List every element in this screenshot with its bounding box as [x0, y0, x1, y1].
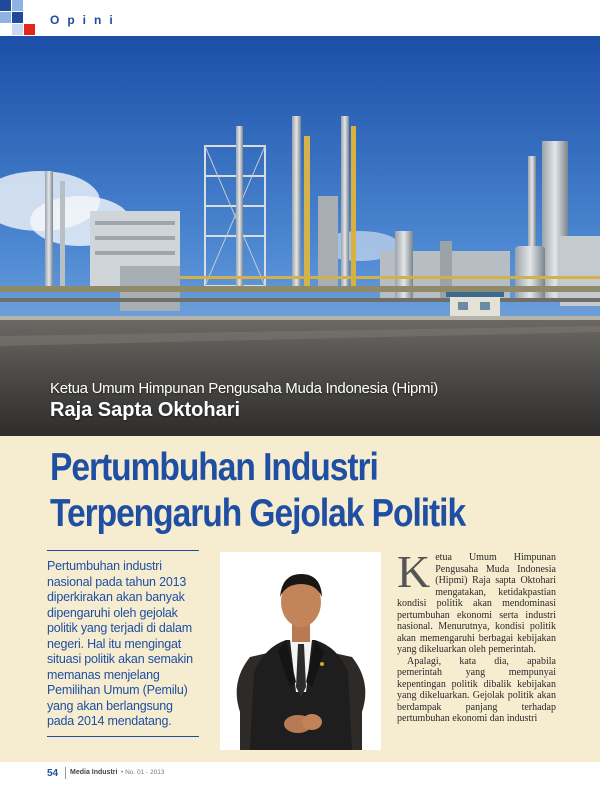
pull-quote: [47, 550, 199, 737]
hero-caption: [50, 380, 438, 422]
article-headline: [50, 445, 514, 537]
headline-line-2: Terpengaruh Gejolak Politik: [50, 492, 466, 535]
person-title: Ketua Umum Himpunan Pengusaha Muda Indonesia (Hipmi): [50, 380, 438, 397]
person-name: Raja Sapta Oktohari: [50, 399, 241, 421]
page-number: 54: [47, 768, 59, 779]
page-footer: [0, 762, 600, 786]
article-paragraph-2: Apalagi, kata dia, apabila pemerintah yang mempunyai kepentingan politik dibalik kebijakan yang dikeluarkan. Gejolak politik akan berdampak panjang terhadap pertumbuhan ekonomi dan industri: [397, 655, 556, 724]
hero-photo-refinery: [0, 36, 600, 436]
issue-number: • No. 01 - 2013: [121, 769, 165, 776]
section-label: Opini: [50, 13, 121, 27]
footer-divider: [65, 767, 66, 779]
portrait-photo: [220, 552, 381, 750]
article-text: [397, 546, 556, 725]
headline-line-1: Pertumbuhan Industri: [50, 446, 378, 489]
pull-quote-text: Pertumbuhan industri nasional pada tahun 2013 diperkirakan akan banyak dipengaruhi oleh gejolak politik yang terjadi di dalam negeri. Hal itu mengingat situasi politik akan semakin memanas menjelang Pemilihan Umum (Pemilu) yang akan berlangsung pada 2014 mendatang.: [47, 559, 193, 728]
drop-cap: K: [397, 546, 431, 597]
publication-name: Media Industri: [70, 769, 118, 776]
article-paragraph-1: Ketua Umum Himpunan Pengusaha Muda Indonesia (Hipmi) Raja sapta Oktohari mengatakan, ketidakpastian kondisi politik akan mendominasi pertumbuhan ekonomi serta industri nasional. Menurutnya, kondisi politik akan memengaruhi berbagai kebijakan yang dikeluarkan oleh pemerintah.: [397, 546, 556, 655]
page-header: [0, 0, 600, 36]
brand-squares-decoration: [0, 0, 40, 36]
